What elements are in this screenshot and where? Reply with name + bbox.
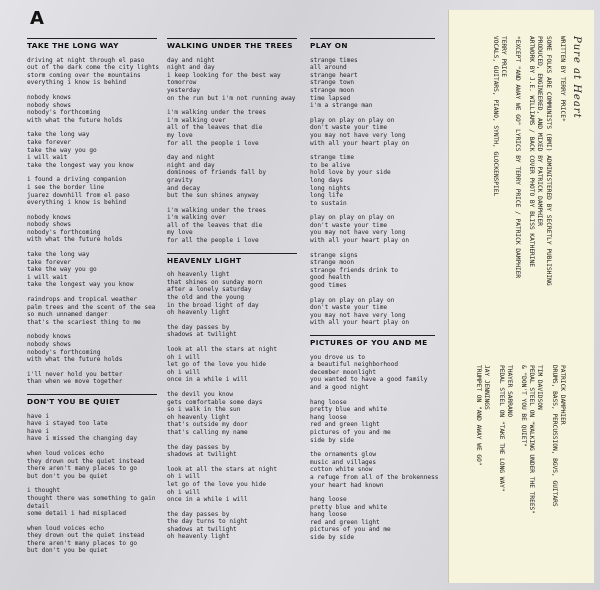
song-block xyxy=(167,38,297,245)
lyric-line: play on play on play on xyxy=(310,214,395,222)
lyric-line: i'll never hold you better xyxy=(27,370,123,378)
lyric-line: driving at night through el paso xyxy=(27,56,145,64)
lyric-line: that's the scariest thing to me xyxy=(27,318,141,326)
stanza xyxy=(167,271,297,317)
lyric-line: nobody's forthcoming xyxy=(27,109,101,117)
credit-line: SOME FOLKS ARE COMMUNISTS (BMI) ADMINISTERED BY SECRETLY PUBLISHING xyxy=(544,36,552,286)
lyric-line: oh i will xyxy=(167,353,201,361)
credit-block xyxy=(527,36,552,336)
credit-line: PATRICK DAMPHIER xyxy=(558,365,566,425)
lyric-line: yesterday xyxy=(167,86,201,94)
stanza xyxy=(167,154,297,200)
lyric-line: for all the people i love xyxy=(167,139,259,147)
lyric-line: look at all the stars at night xyxy=(167,346,278,353)
lyric-line: strange moon xyxy=(310,86,355,94)
lyric-line: you drove us to xyxy=(310,353,366,361)
lyric-line: my love xyxy=(167,131,193,139)
lyric-line: pictures of you and me xyxy=(310,526,391,534)
lyric-line: pretty blue and white xyxy=(310,503,388,511)
lyric-line: look at all the stars at night xyxy=(167,465,278,473)
lyric-line: the day passes by xyxy=(167,443,230,451)
lyric-line: i see the border line xyxy=(27,183,105,191)
lyric-line: oh i will xyxy=(167,488,201,496)
lyric-line: with all your heart play on xyxy=(310,237,410,245)
stanza xyxy=(167,511,297,541)
lyric-line: i'm a strange man xyxy=(310,102,373,110)
lyric-line: strange moon xyxy=(310,259,355,267)
song-block xyxy=(167,253,297,541)
credit-block xyxy=(558,36,566,336)
lyric-line: but the sun shines anyway xyxy=(167,192,259,200)
lyric-line: i'm walking over xyxy=(167,214,226,222)
stanza xyxy=(27,251,157,289)
lyric-line: once in a while i will xyxy=(167,496,248,504)
lyric-line: strange friends drink to xyxy=(310,266,399,274)
lyric-line: hang loose xyxy=(310,413,347,421)
lyric-line: oh heavenly light xyxy=(167,309,230,317)
lyric-line: let go of the love you hide xyxy=(167,480,267,488)
credit-line: WRITTEN BY TERRY PRICE* xyxy=(558,36,566,122)
stanza xyxy=(310,252,435,290)
lyric-line: storm coming over the mountains xyxy=(27,71,141,79)
credits-panel xyxy=(448,10,594,583)
lyric-line: but don't you be quiet xyxy=(27,547,108,555)
lyric-line: oh heavenly light xyxy=(167,271,230,279)
stanza xyxy=(167,57,297,103)
credit-line: DRUMS, BASS, PERCUSSION, BGVS, GUITARS xyxy=(550,365,558,507)
lyric-line: once in a while i will xyxy=(167,376,248,384)
lyric-line: there aren't many places to go xyxy=(27,539,138,547)
lyric-line: strange signs xyxy=(310,251,358,259)
lyric-line: dominoes of friends fall by xyxy=(167,169,267,177)
lyric-line: when loud voices echo xyxy=(27,449,105,457)
stanza xyxy=(310,117,435,147)
credit-block xyxy=(549,365,565,565)
lyric-line: pictures of you and me xyxy=(310,428,391,436)
stanza xyxy=(310,399,435,445)
credits-left xyxy=(468,36,566,336)
lyric-line: play on play on play on xyxy=(310,296,395,304)
lyric-line: long life xyxy=(310,192,344,200)
stanza xyxy=(167,466,297,504)
credits-rotated xyxy=(449,10,594,583)
lyric-line: take forever xyxy=(27,138,72,146)
lyric-line: all around xyxy=(310,64,347,72)
credits-right xyxy=(468,365,566,565)
lyric-line: oh i will xyxy=(167,368,201,376)
song-block xyxy=(27,38,160,386)
lyric-line: everything i know is behind xyxy=(27,199,127,207)
lyric-line: take the longest way you know xyxy=(27,161,134,169)
credit-line: ARTWORK BY J.E. WILLIAMS / BACK COVER PHOTO BY BLISS KATHERINE xyxy=(528,36,536,267)
lyric-line: thought there was something to gain xyxy=(27,494,156,502)
stanza xyxy=(27,371,157,386)
lyric-line: cotton white snow xyxy=(310,466,373,474)
lyric-line: i will wait xyxy=(27,273,68,281)
lyric-line: after a lonely saturday xyxy=(167,286,252,294)
lyric-line: that shines on sunday morn xyxy=(167,278,263,286)
lyric-line: nobody knows xyxy=(27,93,72,101)
lyric-line: shadows at twilight xyxy=(167,451,237,459)
lyric-line: nobody knows xyxy=(27,333,72,341)
lyric-line: red and green light xyxy=(310,518,380,526)
lyric-line: to be alive xyxy=(310,161,351,169)
lyric-line: day and night xyxy=(167,56,215,64)
lyric-line: and decay xyxy=(167,184,201,192)
lyric-line: but don't you be quiet xyxy=(27,472,108,480)
lyric-line: with what the future holds xyxy=(27,116,123,124)
lyric-line: shadows at twilight xyxy=(167,331,237,339)
lyric-line: the ornaments glow xyxy=(310,451,377,459)
lyrics-column-3 xyxy=(310,38,439,550)
lyric-line: play on play on play on xyxy=(310,116,395,124)
lyric-line: take forever xyxy=(27,258,72,266)
lyric-line: nobody's forthcoming xyxy=(27,228,101,236)
lyric-line: i'm walking under the trees xyxy=(167,206,267,214)
credit-line: PEDAL STEEL ON "WALKING UNDER THE TREES" xyxy=(528,365,536,515)
stanza xyxy=(27,296,157,326)
lyric-line: the old and the young xyxy=(167,294,245,302)
lyric-line: take the way you go xyxy=(27,146,97,154)
lyric-line: hang loose xyxy=(310,398,347,406)
lyric-line: that's calling my name xyxy=(167,428,248,436)
lyric-line: you may not have very long xyxy=(310,131,406,139)
lyric-line: a beautiful neighborhood xyxy=(310,361,399,369)
lyric-line: long days xyxy=(310,176,344,184)
lyric-line: strange times xyxy=(310,56,358,64)
lyric-line: have i xyxy=(27,427,50,435)
song-title: HEAVENLY LIGHT xyxy=(167,253,297,265)
credit-block xyxy=(490,36,506,336)
lyric-line: don't waste your time xyxy=(310,304,388,312)
credit-line: PEDAL STEEL ON "TAKE THE LONG WAY" xyxy=(497,365,505,492)
stanza xyxy=(27,525,157,555)
lyric-line: side by side xyxy=(310,436,355,444)
lyric-line: day and night xyxy=(167,154,215,162)
credit-block xyxy=(496,365,512,565)
lyric-line: nobody's forthcoming xyxy=(27,348,101,356)
lyric-line: nobody shows xyxy=(27,101,72,109)
lyric-line: to sustain xyxy=(310,199,347,207)
stanza xyxy=(167,324,297,339)
lyrics-column-1 xyxy=(27,38,160,563)
credit-block xyxy=(519,365,544,565)
lyric-line: shadows at twilight xyxy=(167,525,237,533)
lyric-line: strange town xyxy=(310,79,355,87)
lyric-line: i'm walking over xyxy=(167,116,226,124)
lyric-line: so much unnamed danger xyxy=(27,311,108,319)
stanza xyxy=(27,450,157,480)
credit-line: VOCALS, GUITARS, PIANO, SYNTH, GLOCKENSPIEL xyxy=(491,36,499,197)
lyric-line: good health xyxy=(310,274,351,282)
lyric-line: palm trees and the scent of the sea xyxy=(27,303,156,311)
credit-line: & "DON'T YOU BE QUIET" xyxy=(519,365,527,447)
credit-line: TIM DAVIDSON xyxy=(536,365,544,410)
lyric-line: let go of the love you hide xyxy=(167,361,267,369)
lyric-line: you may not have very long xyxy=(310,311,406,319)
song-title: PLAY ON xyxy=(310,38,435,50)
lyric-line: time lapsed xyxy=(310,94,351,102)
stanza xyxy=(167,346,297,384)
credits-columns xyxy=(468,36,566,565)
stanza xyxy=(27,176,157,206)
lyric-line: everything i know is behind xyxy=(27,79,127,87)
lyric-line: pretty blue and white xyxy=(310,406,388,414)
stanza xyxy=(167,109,297,147)
stanza xyxy=(310,214,435,244)
lyric-line: on the run but i'm not running away xyxy=(167,94,296,102)
song-title: TAKE THE LONG WAY xyxy=(27,38,157,50)
lyric-line: strange time xyxy=(310,154,355,162)
lyric-line: in the broad light of day xyxy=(167,301,259,309)
lyric-line: your heart had known xyxy=(310,481,384,489)
credit-line: *EXCEPT "AND AWAY WE GO" LYRICS BY TERRY PRICE / PATRICK DAMPHIER xyxy=(513,36,521,279)
stanza xyxy=(310,451,439,489)
lyric-line: nobody shows xyxy=(27,341,72,348)
lyric-line: night and day xyxy=(167,161,215,169)
lyric-line: have i missed the changing day xyxy=(27,435,138,443)
credit-block xyxy=(474,365,490,565)
lyric-line: i thought xyxy=(27,487,61,495)
lyric-line: with all your heart play on xyxy=(310,139,410,147)
lyric-line: gets comfortable some days xyxy=(167,398,263,406)
stanza xyxy=(167,391,297,437)
credit-line: JAY JENNINGS xyxy=(483,365,491,410)
lyric-line: take the long way xyxy=(27,131,90,139)
lyric-line: they drown out the quiet instead xyxy=(27,457,145,465)
signature: Pure at Heart xyxy=(571,36,582,119)
lyric-line: so i walk in the sun xyxy=(167,406,241,414)
lyric-line: side by side xyxy=(310,534,355,542)
side-letter: A xyxy=(30,8,44,29)
lyric-line: with all your heart play on xyxy=(310,319,410,327)
lyric-line: nobody knows xyxy=(27,213,72,221)
stanza xyxy=(27,487,157,517)
lyric-line: tomorrow xyxy=(167,79,197,87)
stanza xyxy=(27,413,157,443)
lyric-line: the day passes by xyxy=(167,323,230,331)
lyric-line: some detail i had misplaced xyxy=(27,510,127,518)
lyric-line: oh i will xyxy=(167,473,201,481)
credits-content xyxy=(468,10,594,583)
lyric-line: don't waste your time xyxy=(310,221,388,229)
lyric-line: good times xyxy=(310,282,347,290)
lyric-line: i will wait xyxy=(27,154,68,162)
lyric-line: than when we move together xyxy=(27,378,123,386)
lyrics-column-2 xyxy=(167,38,297,549)
lyric-line: hang loose xyxy=(310,496,347,504)
lyric-line: juarez downhill from el paso xyxy=(27,191,130,199)
lyric-line: you wanted to have a good family xyxy=(310,376,428,384)
lyric-line: hold love by your side xyxy=(310,169,391,177)
lyric-line: i keep looking for the best way xyxy=(167,71,281,79)
lyric-line: out of the dark come the city lights xyxy=(27,64,160,72)
stanza xyxy=(27,333,157,363)
lyric-line: take the longest way you know xyxy=(27,281,134,289)
stanza xyxy=(310,297,435,327)
stanza xyxy=(27,214,157,244)
lyric-line: with what the future holds xyxy=(27,356,123,364)
lyric-line: nobody shows xyxy=(27,221,72,229)
lyric-line: strange heart xyxy=(310,71,358,79)
song-title: DON'T YOU BE QUIET xyxy=(27,394,157,406)
lyric-line: i'm walking under the trees xyxy=(167,109,267,117)
lyric-line: night and day xyxy=(167,64,215,72)
lyric-line: december moonlight xyxy=(310,368,377,376)
stanza xyxy=(167,444,297,459)
stanza xyxy=(310,496,435,542)
lyric-line: have i stayed too late xyxy=(27,420,108,428)
lyric-line: red and green light xyxy=(310,421,380,429)
credit-line: PRODUCED, ENGINEERED, AND MIXED BY PATRICK DAMPHIER xyxy=(536,36,544,226)
lyric-line: the devil you know xyxy=(167,390,234,398)
lyric-line: with what the future holds xyxy=(27,236,123,244)
song-block xyxy=(310,38,435,327)
stanza xyxy=(310,354,435,392)
lyric-line: have i xyxy=(27,412,50,420)
lyric-line: there aren't many places to go xyxy=(27,465,138,473)
lyric-line: the day passes by xyxy=(167,510,230,518)
credit-block xyxy=(513,36,521,336)
lyric-line: oh heavenly light xyxy=(167,533,230,541)
stanza xyxy=(27,94,157,124)
lyric-line: detail xyxy=(27,502,50,510)
lyric-line: that's outside my door xyxy=(167,421,248,429)
credit-line: TRUMPET ON "AND AWAY WE GO" xyxy=(475,365,483,466)
song-title: PICTURES OF YOU AND ME xyxy=(310,335,435,347)
stanza xyxy=(167,207,297,245)
credit-line: TERRY PRICE xyxy=(499,36,507,77)
lyric-line: all of the leaves that die xyxy=(167,221,263,229)
lyric-line: i found a driving companion xyxy=(27,176,127,184)
lyric-line: take the long way xyxy=(27,251,90,259)
stanza xyxy=(310,154,435,207)
song-title: WALKING UNDER THE TREES xyxy=(167,38,297,50)
lyric-line: they drown out the quiet instead xyxy=(27,532,145,540)
lyric-line: long nights xyxy=(310,184,351,192)
lyric-line: take the way you go xyxy=(27,266,97,274)
song-block xyxy=(27,394,157,555)
lyric-line: all of the leaves that die xyxy=(167,124,263,132)
song-block xyxy=(310,335,439,542)
stanza xyxy=(27,56,160,87)
lyric-line: raindrops and tropical weather xyxy=(27,296,138,304)
lyric-line: gravity xyxy=(167,176,193,184)
lyric-line: and a good night xyxy=(310,383,369,391)
lyric-line: oh heavenly light xyxy=(167,413,230,421)
lyric-line: don't waste your time xyxy=(310,124,388,132)
stanza xyxy=(310,57,435,110)
stanza xyxy=(27,131,157,169)
lyric-line: my love xyxy=(167,229,193,237)
lyric-line: you may not have very long xyxy=(310,229,406,237)
credit-line: THAYER SARRANO xyxy=(505,365,513,418)
lyric-line: when loud voices echo xyxy=(27,524,105,532)
lyric-line: hang loose xyxy=(310,511,347,519)
lyric-line: a refuge from all of the brokenness xyxy=(310,473,439,481)
lyric-line: the day turns to night xyxy=(167,518,248,526)
lyric-line: for all the people i love xyxy=(167,237,259,245)
lyric-line: music and villages xyxy=(310,458,377,466)
